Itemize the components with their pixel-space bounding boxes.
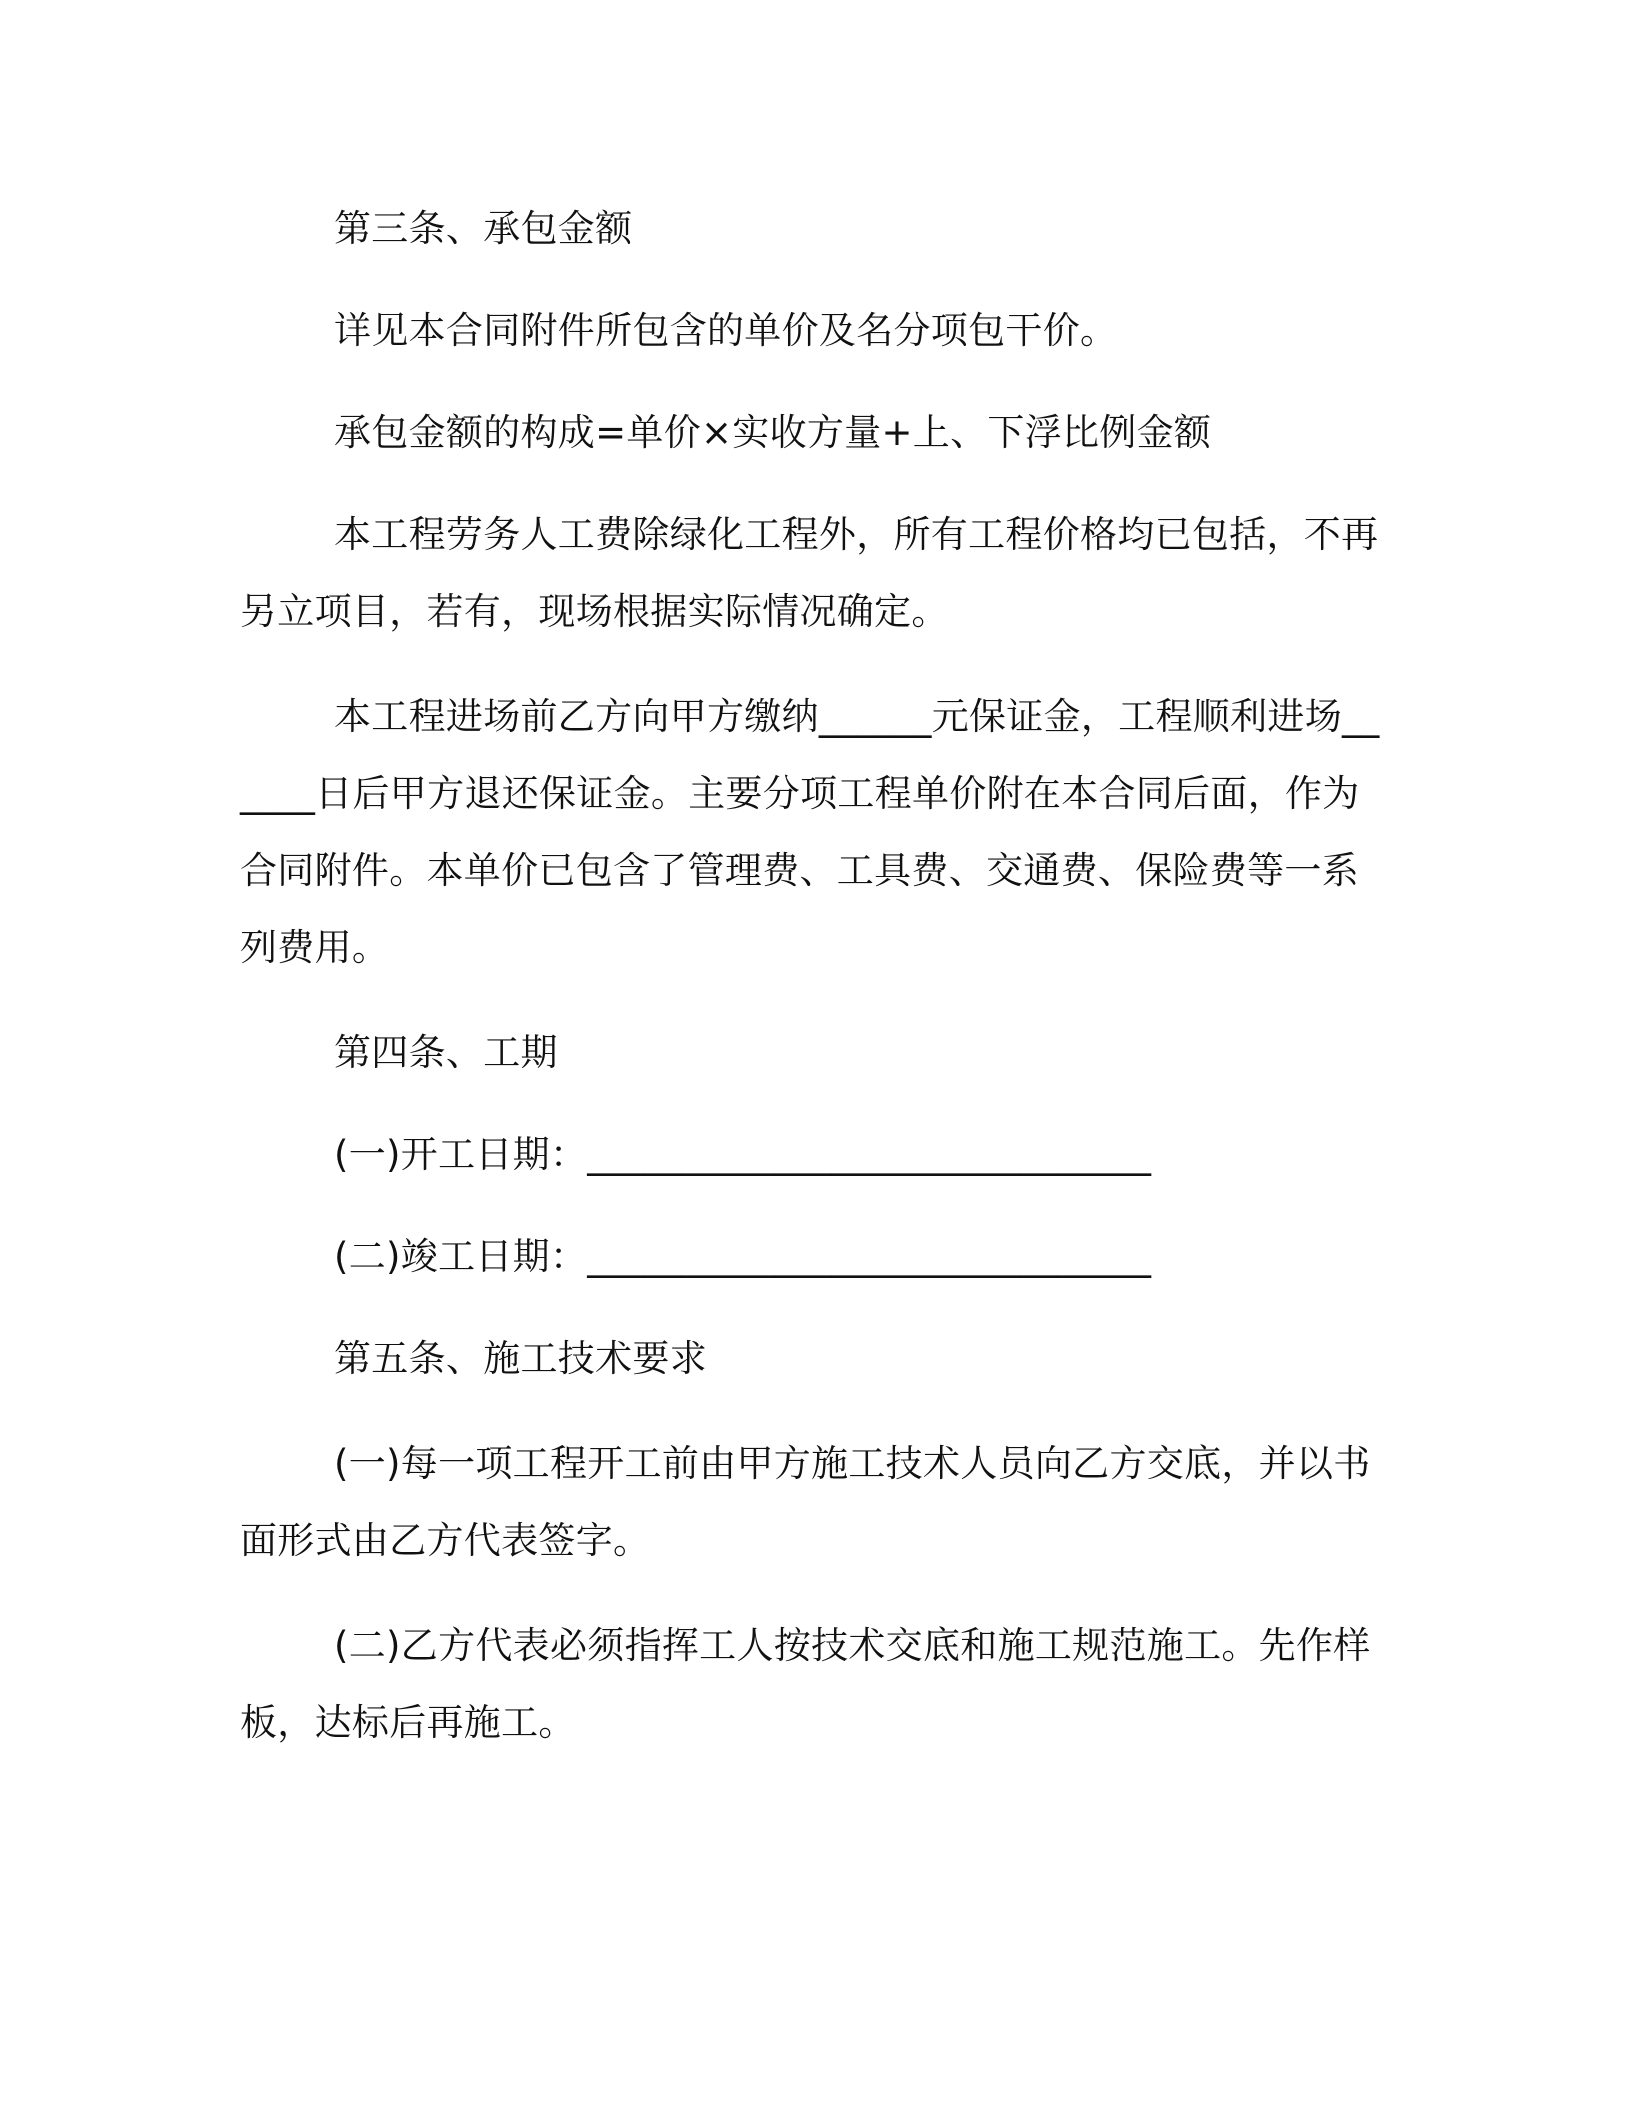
section-heading-article-3: 第三条、承包金额 xyxy=(334,207,633,250)
paragraph-technical-briefing: (一)每一项工程开工前由甲方施工技术人员向乙方交底，并以书面形式由乙方代表签字。 xyxy=(240,1442,1371,1562)
paragraph-deposit: 本工程进场前乙方向甲方缴纳______元保证金，工程顺利进场______日后甲方退还保证金。主要分项工程单价附在本合同后面，作为合同附件。本单价已包含了管理费、工具费、交通费、保险费等一系列费用。 xyxy=(240,695,1380,969)
paragraph-construction-standard: (二)乙方代表必须指挥工人按技术交底和施工规范施工。先作样板，达标后再施工。 xyxy=(240,1624,1371,1744)
paragraph-contract-price-reference: 详见本合同附件所包含的单价及名分项包干价。 xyxy=(334,309,1118,352)
section-heading-article-5: 第五条、施工技术要求 xyxy=(334,1337,707,1380)
section-heading-article-4: 第四条、工期 xyxy=(334,1031,558,1074)
start-date-line: (一)开工日期：______________________________ xyxy=(334,1133,1152,1176)
paragraph-labor-cost: 本工程劳务人工费除绿化工程外，所有工程价格均已包括，不再另立项目，若有，现场根据实际情况确定。 xyxy=(240,513,1379,633)
completion-date-line: (二)竣工日期：______________________________ xyxy=(334,1235,1152,1278)
paragraph-price-formula: 承包金额的构成=单价×实收方量+上、下浮比例金额 xyxy=(334,411,1212,454)
document-body xyxy=(240,190,1380,1761)
